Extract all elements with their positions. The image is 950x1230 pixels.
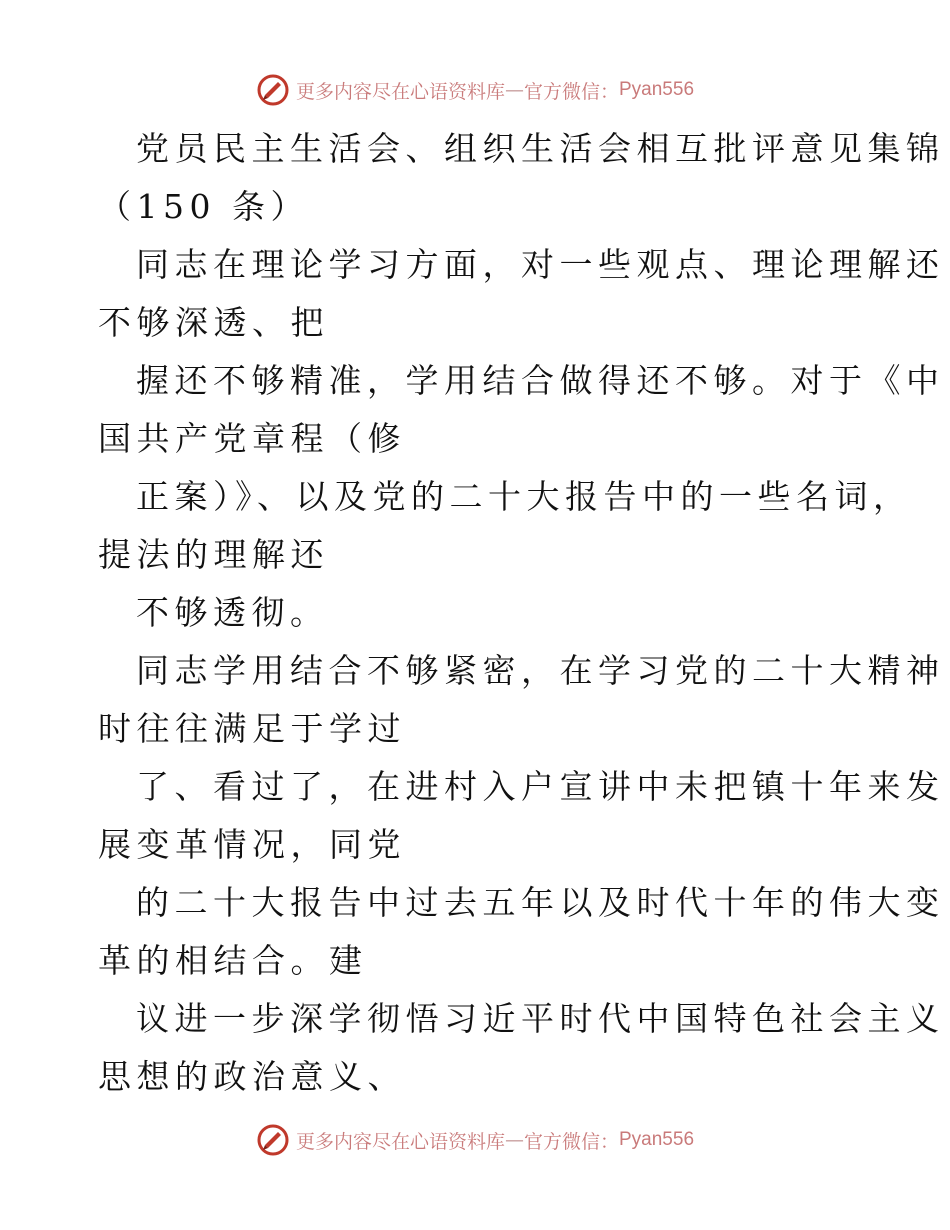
doc-line: 时往往满足于学过 [98, 709, 406, 748]
header-wechat-id: Pyan556 [619, 79, 695, 100]
document-body [98, 120, 945, 1106]
doc-line: 思想的政治意义、 [98, 1057, 406, 1096]
doc-line: 革的相结合。建 [98, 941, 368, 980]
doc-line: 同志学用结合不够紧密，在学习党的二十大精神 [136, 651, 945, 690]
header-banner [0, 70, 950, 110]
doc-line: 不够透彻。 [136, 593, 329, 632]
header-separator: — [504, 79, 524, 101]
doc-line: 议进一步深学彻悟习近平时代中国特色社会主义 [136, 999, 945, 1038]
doc-line: 了、看过了，在进村入户宣讲中未把镇十年来发 [136, 767, 945, 806]
header-brand: 更多内容尽在心语资料库 [295, 80, 505, 103]
footer-separator: — [504, 1129, 524, 1151]
doc-line: 的二十大报告中过去五年以及时代十年的伟大变 [136, 883, 945, 922]
footer-official: 官方微信： [523, 1130, 619, 1153]
doc-line: 同志在理论学习方面，对一些观点、理论理解还 [136, 245, 945, 284]
doc-line: 正案）》、以及党的二十大报告中的一些名词， [136, 477, 912, 516]
footer-wechat-id: Pyan556 [619, 1129, 695, 1150]
footer-brand: 更多内容尽在心语资料库 [295, 1130, 505, 1153]
footer-banner [0, 1120, 950, 1160]
header-official: 官方微信： [523, 80, 619, 103]
doc-title-line-2: （150 条） [98, 187, 309, 226]
doc-line: 不够深透、把 [98, 303, 329, 342]
doc-line: 握还不够精准，学用结合做得还不够。对于《中 [136, 361, 945, 400]
doc-line: 提法的理解还 [98, 535, 329, 574]
logo-icon [256, 1123, 290, 1157]
doc-line: 国共产党章程（修 [98, 419, 406, 458]
doc-line: 展变革情况，同党 [98, 825, 406, 864]
logo-icon [256, 73, 290, 107]
doc-title-line-1: 党员民主生活会、组织生活会相互批评意见集锦 [136, 129, 945, 168]
